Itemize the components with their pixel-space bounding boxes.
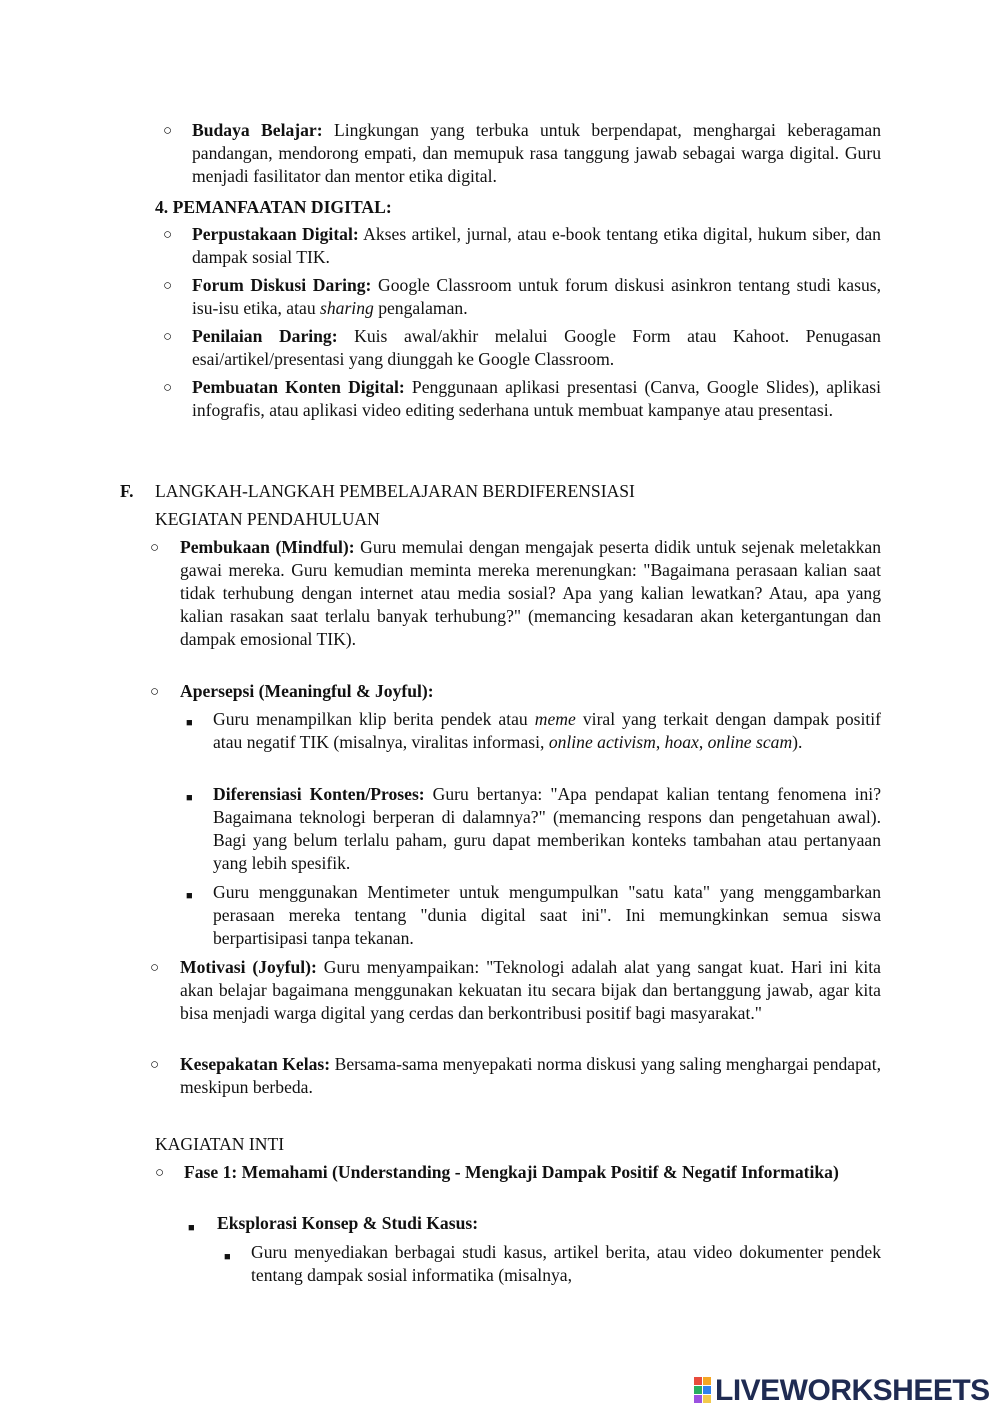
square-bullet: ■ <box>224 1251 231 1263</box>
liveworksheets-logo <box>694 1372 990 1408</box>
perpustakaan-digital-item <box>192 223 881 269</box>
italic-term: hoax <box>664 732 699 752</box>
circle-bullet: ○ <box>150 960 160 976</box>
item-title: Penilaian Daring: <box>192 326 338 346</box>
logo-mark-icon <box>694 1377 711 1403</box>
square-bullet: ■ <box>186 890 193 902</box>
budaya-belajar-item <box>192 119 881 188</box>
item-title: Pembukaan (Mindful): <box>180 537 355 557</box>
item-text: Kuis awal/akhir melalui Google Form atau Kahoot. Penugasan esai/artikel/presentasi yang diunggah ke Google Classroom. <box>192 326 881 369</box>
item-text: Lingkungan yang terbuka untuk berpendapat, menghargai keberagaman pandangan, mendorong empati, dan memupuk rasa tanggung jawab sebagai warga digital. Guru menjadi fasilitator dan mentor etika digital. <box>192 120 881 186</box>
motivasi-item <box>180 956 881 1025</box>
item-text: , <box>655 732 665 752</box>
circle-bullet: ○ <box>155 1165 165 1181</box>
circle-bullet: ○ <box>163 329 173 345</box>
section-label-f: F. <box>120 481 134 501</box>
square-bullet: ■ <box>188 1222 195 1234</box>
circle-bullet: ○ <box>150 540 160 556</box>
penilaian-daring-item <box>192 325 881 371</box>
square-bullet: ■ <box>186 717 193 729</box>
item-text: Guru menampilkan klip berita pendek atau <box>213 709 535 729</box>
italic-term: meme <box>534 709 576 729</box>
item-text: Guru menggunakan Mentimeter untuk mengumpulkan "satu kata" yang menggambarkan perasaan mereka tentang "dunia digital saat ini". Ini memungkinkan semua siswa berpartisipasi tanpa tekanan. <box>213 882 881 948</box>
pembuatan-konten-item <box>192 376 881 422</box>
item-title: Motivasi (Joyful): <box>180 957 317 977</box>
italic-term: sharing <box>320 298 374 318</box>
circle-bullet: ○ <box>163 227 173 243</box>
item-text: viral yang terkait dengan dampak positif atau negatif TIK (misalnya, viralitas informasi, <box>213 709 882 752</box>
subheading-kegiatan-pendahuluan: KEGIATAN PENDAHULUAN <box>155 509 380 529</box>
item-text: Google Classroom untuk forum diskusi asinkron tentang studi kasus, isu-isu etika, atau <box>192 275 881 318</box>
logo-text: LIVEWORKSHEETS <box>715 1373 990 1407</box>
item-title: Forum Diskusi Daring: <box>192 275 372 295</box>
circle-bullet: ○ <box>150 1057 160 1073</box>
item-text: Penggunaan aplikasi presentasi (Canva, Google Slides), aplikasi infografis, atau aplikasi video editing sederhana untuk membuat kampanye atau presentasi. <box>192 377 881 420</box>
italic-term: online scam <box>707 732 793 752</box>
circle-bullet: ○ <box>163 380 173 396</box>
item-text: Guru menyediakan berbagai studi kasus, artikel berita, atau video dokumenter pendek tentang dampak sosial informatika (misalnya, <box>251 1242 881 1285</box>
section-heading-pemanfaatan-digital: 4. PEMANFAATAN DIGITAL: <box>155 197 392 217</box>
pembukaan-item <box>180 536 881 651</box>
item-title: Apersepsi (Meaningful & Joyful): <box>180 681 434 701</box>
item-text: Bersama-sama menyepakati norma diskusi yang saling menghargai pendapat, meskipun berbeda. <box>180 1054 882 1097</box>
circle-bullet: ○ <box>163 278 173 294</box>
italic-term: online activism <box>548 732 656 752</box>
forum-diskusi-item <box>192 274 881 320</box>
item-title: Kesepakatan Kelas: <box>180 1054 331 1074</box>
item-text: pengalaman. <box>373 298 468 318</box>
apersepsi-item <box>180 680 881 703</box>
fase-1-item <box>184 1161 881 1184</box>
square-bullet: ■ <box>186 792 193 804</box>
eksplorasi-item <box>217 1212 881 1235</box>
circle-bullet: ○ <box>150 684 160 700</box>
item-title: Perpustakaan Digital: <box>192 224 359 244</box>
item-title: Budaya Belajar: <box>192 120 323 140</box>
item-text: Guru bertanya: "Apa pendapat kalian tentang fenomena ini? Bagaimana teknologi berperan di dalamnya?" (memancing respons dan pengetahuan awal). Bagi yang belum terlalu paham, guru dapat memberikan konteks tambahan atau pertanyaan yang lebih spesifik. <box>213 784 882 873</box>
item-text: ). <box>792 732 803 752</box>
guru-studi-kasus-item <box>251 1241 881 1287</box>
item-title: Pembuatan Konten Digital: <box>192 377 405 397</box>
apersepsi-subitem-3 <box>213 881 881 950</box>
section-heading-langkah: LANGKAH-LANGKAH PEMBELAJARAN BERDIFERENSIASI <box>155 481 635 501</box>
circle-bullet: ○ <box>163 123 173 139</box>
apersepsi-subitem-1 <box>213 708 881 754</box>
apersepsi-subitem-2 <box>213 783 881 875</box>
item-text: , <box>698 732 708 752</box>
item-text: Guru memulai dengan mengajak peserta didik untuk sejenak meletakkan gawai mereka. Guru kemudian meminta mereka merenungkan: "Bagaimana perasaan kalian saat tidak terhubung dengan internet atau media sosial? Apa yang kalian lewatkan? Atau, apa yang kalian rasakan saat terlalu banyak terhubung?" (memancing kesadaran akan ketergantungan dan dampak emosional TIK). <box>180 537 881 649</box>
item-text: Akses artikel, jurnal, atau e-book tentang etika digital, hukum siber, dan dampak sosial TIK. <box>192 224 881 267</box>
subheading-kagiatan-inti: KAGIATAN INTI <box>155 1134 285 1154</box>
kesepakatan-item <box>180 1053 881 1099</box>
item-text: Guru menyampaikan: "Teknologi adalah alat yang sangat kuat. Hari ini kita akan belajar bagaimana menggunakan kekuatan itu secara bijak dan bertanggung jawab, agar kita bisa menjadi warga digital yang cerdas dan berkontribusi positif bagi masyarakat." <box>180 957 881 1023</box>
item-title: Diferensiasi Konten/Proses: <box>213 784 425 804</box>
item-title: Eksplorasi Konsep & Studi Kasus: <box>217 1213 479 1233</box>
item-title: Fase 1: Memahami (Understanding - Mengkaji Dampak Positif & Negatif Informatika) <box>184 1162 839 1182</box>
